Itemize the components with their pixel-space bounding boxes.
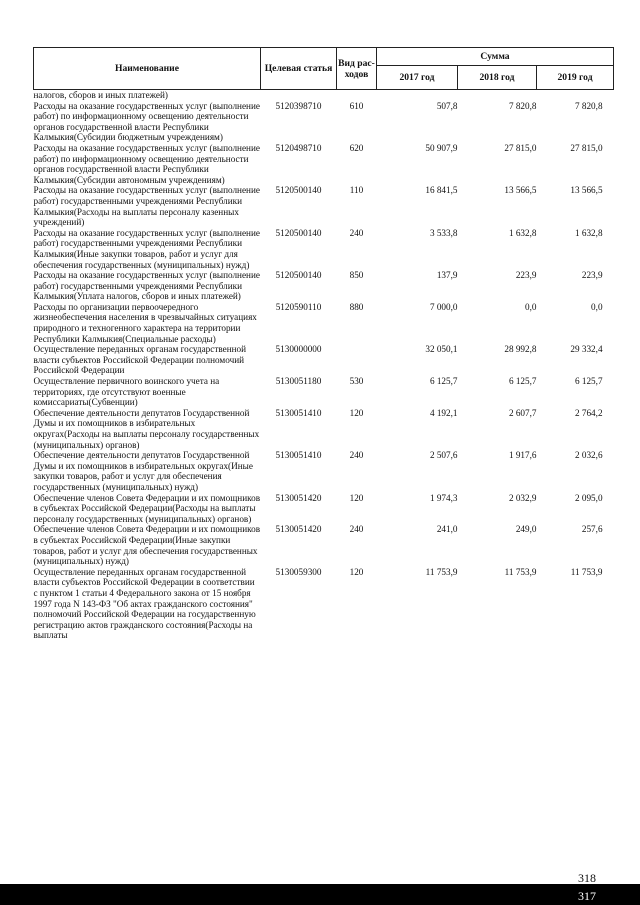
table-row xyxy=(34,270,614,302)
row-sum-2017: 6 125,7 xyxy=(429,376,458,387)
table-row xyxy=(34,90,614,101)
row-expense-type xyxy=(337,344,377,376)
row-sum-2018: 0,0 xyxy=(525,301,537,312)
row-sum-2018 xyxy=(458,90,537,101)
row-name: Обеспечение деятельности депутатов Государственной Думы и их помощников в избирательных округах(Расходы на выплаты персоналу государственных (муниципальных) органов) xyxy=(33,407,260,450)
budget-table xyxy=(33,47,614,641)
row-expense-type: 610 xyxy=(349,100,364,111)
row-target-article: 5130051180 xyxy=(275,376,322,387)
row-expense-type: 120 xyxy=(349,566,364,577)
row-sum-2019: 2 095,0 xyxy=(574,492,603,503)
table-body xyxy=(34,90,614,641)
row-expense-type xyxy=(337,90,377,101)
row-name: Обеспечение членов Совета Федерации и их помощников в субъектах Российской Федерации(Расходы на выплаты персоналу государственных (муниципальных) органов) xyxy=(33,492,261,524)
row-sum-2017: 7 000,0 xyxy=(429,301,458,312)
header-year-2018: 2018 год xyxy=(458,66,537,90)
row-sum-2018: 223,9 xyxy=(515,270,537,281)
row-name: Обеспечение членов Совета Федерации и их помощников в субъектах Российской Федерации(Иные закупки товаров, работ и услуг для обеспечения государственных (муниципальных) нужд) xyxy=(33,524,261,567)
row-sum-2017: 16 841,5 xyxy=(425,185,458,196)
table-row xyxy=(34,101,614,143)
row-target-article: 5120590110 xyxy=(275,301,322,312)
table-row xyxy=(34,185,614,227)
row-sum-2018: 13 566,5 xyxy=(504,185,537,196)
row-target-article xyxy=(261,90,337,101)
row-expense-type: 850 xyxy=(349,270,364,281)
row-sum-2019: 6 125,7 xyxy=(574,376,603,387)
row-sum-2017 xyxy=(377,90,458,101)
row-sum-2019: 11 753,9 xyxy=(570,566,603,577)
row-sum-2017: 507,8 xyxy=(436,100,458,111)
row-target-article: 5130051420 xyxy=(275,492,322,503)
row-sum-2018: 11 753,9 xyxy=(504,566,537,577)
row-target-article: 5120500140 xyxy=(275,185,322,196)
row-target-article: 5130051410 xyxy=(275,450,322,461)
row-sum-2018: 2 032,9 xyxy=(508,492,537,503)
header-year-2019: 2019 год xyxy=(537,66,614,90)
table-row xyxy=(34,344,614,376)
table-row xyxy=(34,493,614,525)
row-sum-2018: 2 607,7 xyxy=(508,407,537,418)
row-target-article: 5130051410 xyxy=(275,407,322,418)
row-sum-2017: 1 974,3 xyxy=(429,492,458,503)
row-sum-2017: 11 753,9 xyxy=(425,566,458,577)
row-sum-2018: 1 917,6 xyxy=(508,450,537,461)
row-sum-2019: 223,9 xyxy=(581,270,603,281)
row-sum-2018: 27 815,0 xyxy=(504,142,537,153)
row-sum-2018: 6 125,7 xyxy=(508,376,537,387)
header-year-2017: 2017 год xyxy=(377,66,458,90)
table-row xyxy=(34,302,614,344)
row-sum-2019: 1 632,8 xyxy=(574,227,603,238)
row-expense-type: 240 xyxy=(349,450,364,461)
row-expense-type: 240 xyxy=(349,227,364,238)
row-sum-2019: 2 764,2 xyxy=(574,407,603,418)
row-expense-type: 880 xyxy=(349,301,364,312)
row-sum-2017: 32 050,1 xyxy=(425,344,458,355)
table-header xyxy=(34,48,614,90)
row-sum-2019: 27 815,0 xyxy=(570,142,603,153)
page-number-top: 318 xyxy=(578,871,596,885)
row-name: Расходы на оказание государственных услуг (выполнение работ) по информационному освещению деятельности органов государственной власти Республики Калмыкия(Субсидии автономным учреждениям) xyxy=(33,142,260,185)
row-target-article: 5130000000 xyxy=(275,344,322,355)
row-expense-type: 620 xyxy=(349,142,364,153)
row-target-article: 5130051420 xyxy=(275,524,322,535)
row-sum-2018: 249,0 xyxy=(515,524,537,535)
scan-edge-band xyxy=(0,884,640,905)
page-number-bottom: 317 xyxy=(578,889,596,903)
row-sum-2018: 7 820,8 xyxy=(508,100,537,111)
table-row xyxy=(34,143,614,185)
row-sum-2019: 7 820,8 xyxy=(574,100,603,111)
row-name: Расходы на оказание государственных услуг (выполнение работ) государственными учреждениями Республики Калмыкия(Расходы на выплаты персоналу казенных учреждений) xyxy=(33,185,260,228)
row-sum-2019: 29 332,4 xyxy=(570,344,603,355)
row-name: Осуществление переданных органам государственной власти субъектов Российской Федерации в соответствии с пунктом 1 статьи 4 Федерального закона от 15 ноября 1997 года N 143-ФЗ "Об актах гражданского состояния" полномочий Российской Федерации на государственную регистрацию актов гражданского состояния(Расходы на выплаты xyxy=(33,566,256,641)
row-expense-type: 240 xyxy=(349,524,364,535)
table-row xyxy=(34,228,614,270)
row-sum-2018: 1 632,8 xyxy=(508,227,537,238)
row-name: Расходы на оказание государственных услуг (выполнение работ) государственными учреждениями Республики Калмыкия(Иные закупки товаров, работ и услуг для обеспечения государственных (муниципальных) нужд) xyxy=(33,227,260,270)
row-name: Осуществление первичного воинского учета на территориях, где отсутствуют военные комиссариаты(Субвенции) xyxy=(33,376,220,408)
table-row xyxy=(34,408,614,450)
row-sum-2017: 241,0 xyxy=(436,524,458,535)
row-name: Расходы по организации первоочередного жизнеобеспечения населения в чрезвычайных ситуациях природного и техногенного характера на территории Республики Калмыкия(Специальные расходы) xyxy=(33,301,257,344)
row-name: Обеспечение деятельности депутатов Государственной Думы и их помощников в избирательных округах(Иные закупки товаров, работ и услуг для обеспечения государственных (муниципальных) нужд) xyxy=(33,450,253,492)
row-sum-2017: 3 533,8 xyxy=(429,227,458,238)
row-name: Расходы на оказание государственных услуг (выполнение работ) государственными учреждениями Республики Калмыкия(Уплата налогов, сборов и иных платежей) xyxy=(33,270,260,302)
header-name: Наименование xyxy=(34,48,261,90)
row-target-article: 5130059300 xyxy=(275,566,322,577)
row-sum-2017: 2 507,6 xyxy=(429,450,458,461)
row-name: Расходы на оказание государственных услуг (выполнение работ) по информационному освещению деятельности органов государственной власти Республики Калмыкия(Субсидии бюджетным учреждениям) xyxy=(33,100,260,143)
row-sum-2017: 137,9 xyxy=(436,270,458,281)
row-expense-type: 120 xyxy=(349,407,364,418)
row-target-article: 5120398710 xyxy=(275,100,322,111)
header-sum: Сумма xyxy=(377,48,614,66)
row-sum-2017: 4 192,1 xyxy=(429,407,458,418)
row-sum-2019: 13 566,5 xyxy=(570,185,603,196)
row-name: Осуществление переданных органам государственной власти субъектов Российской Федерации полномочий Российской Федерации xyxy=(33,344,247,376)
table-row xyxy=(34,376,614,408)
table-row xyxy=(34,450,614,492)
header-expense-type: Вид рас-ходов xyxy=(337,48,377,90)
row-sum-2019: 257,6 xyxy=(581,524,603,535)
row-target-article: 5120500140 xyxy=(275,270,322,281)
row-sum-2019 xyxy=(537,90,614,101)
row-expense-type: 120 xyxy=(349,492,364,503)
row-expense-type: 530 xyxy=(349,376,364,387)
row-name: налогов, сборов и иных платежей) xyxy=(33,90,168,100)
row-target-article: 5120500140 xyxy=(275,227,322,238)
table-row xyxy=(34,524,614,566)
row-sum-2017: 50 907,9 xyxy=(425,142,458,153)
table-row xyxy=(34,567,614,641)
row-sum-2019: 2 032,6 xyxy=(574,450,603,461)
row-sum-2019: 0,0 xyxy=(591,301,603,312)
row-expense-type: 110 xyxy=(349,185,364,196)
header-target-article: Целевая статья xyxy=(261,48,337,90)
row-sum-2018: 28 992,8 xyxy=(504,344,537,355)
row-target-article: 5120498710 xyxy=(275,142,322,153)
